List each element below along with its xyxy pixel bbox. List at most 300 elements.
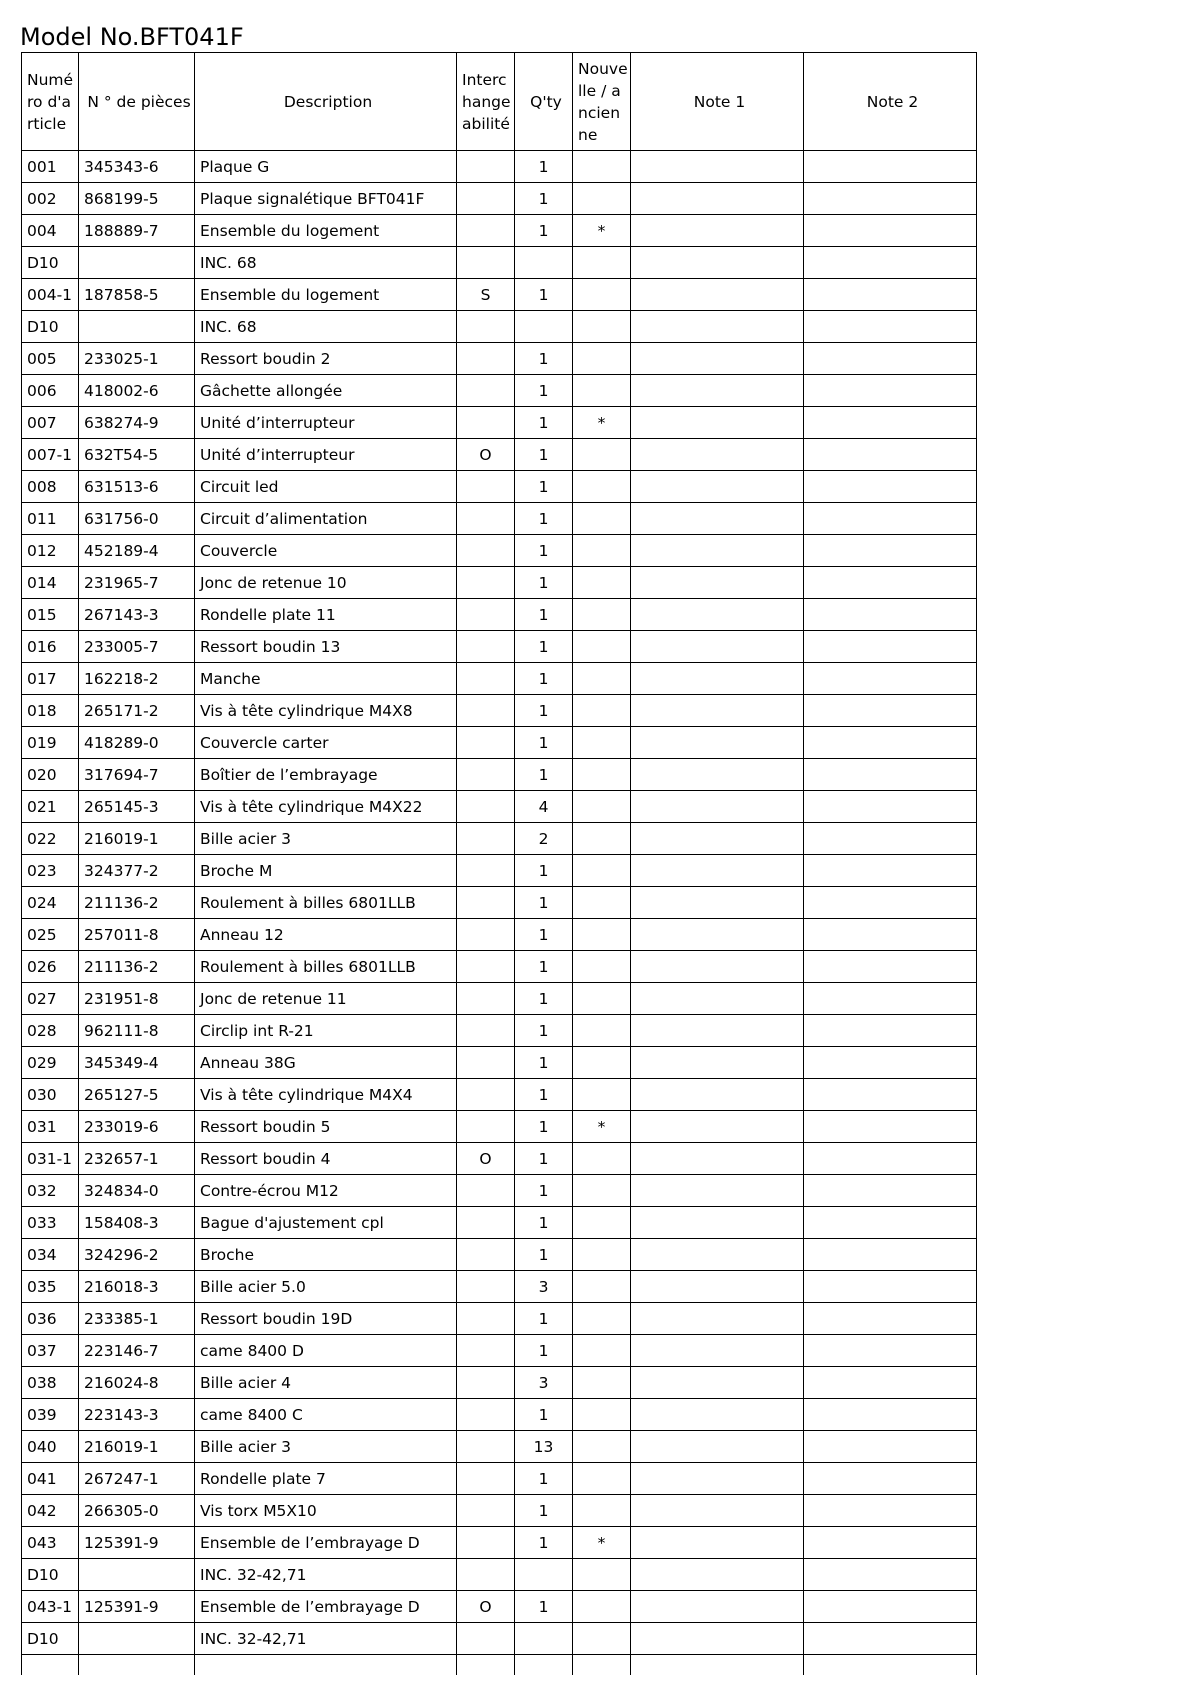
cell-qty: 4 (515, 791, 573, 823)
cell-note2 (804, 439, 977, 471)
cell-note2 (804, 503, 977, 535)
cell-qty: 1 (515, 1239, 573, 1271)
cell-item-no: 038 (22, 1367, 79, 1399)
cell-note1 (631, 631, 804, 663)
cell-part-no: 216019-1 (79, 1431, 195, 1463)
cell-note1 (631, 855, 804, 887)
cell-item-no: 004-1 (22, 279, 79, 311)
cell-new-old (573, 439, 631, 471)
cell-new-old (573, 1143, 631, 1175)
cell-item-no: 023 (22, 855, 79, 887)
cell-new-old (573, 983, 631, 1015)
cell-new-old (573, 151, 631, 183)
cell-qty: 1 (515, 983, 573, 1015)
cell-note1 (631, 1271, 804, 1303)
cell-note1 (631, 1047, 804, 1079)
cell-interchange (457, 823, 515, 855)
cell-item-no: 037 (22, 1335, 79, 1367)
cell-new-old (573, 1047, 631, 1079)
table-row (22, 471, 977, 503)
cell-note1 (631, 151, 804, 183)
cell-item-no: 016 (22, 631, 79, 663)
cell-description: came 8400 D (195, 1335, 457, 1367)
cell-part-no: 418002-6 (79, 375, 195, 407)
cell-qty: 1 (515, 535, 573, 567)
table-row (22, 759, 977, 791)
cell-qty: 1 (515, 1207, 573, 1239)
cell-part-no: 125391-9 (79, 1591, 195, 1623)
cell-item-no: 020 (22, 759, 79, 791)
cell-description: Vis à tête cylindrique M4X22 (195, 791, 457, 823)
cell-part-no (79, 247, 195, 279)
cell-note2 (804, 759, 977, 791)
table-row (22, 311, 977, 343)
cell-note1 (631, 887, 804, 919)
table-row (22, 1527, 977, 1559)
cell-note2 (804, 1271, 977, 1303)
table-row (22, 1271, 977, 1303)
cell-qty: 1 (515, 503, 573, 535)
cell-part-no: 223146-7 (79, 1335, 195, 1367)
cell-interchange (457, 1431, 515, 1463)
cell-qty: 1 (515, 183, 573, 215)
cell-note2 (804, 919, 977, 951)
cell-qty: 1 (515, 1335, 573, 1367)
cell-part-no: 265127-5 (79, 1079, 195, 1111)
header-new-old: Nouvelle / ancienne (573, 53, 631, 151)
header-description: Description (195, 53, 457, 151)
cell-part-no: 638274-9 (79, 407, 195, 439)
table-row-partial (22, 1655, 977, 1675)
cell-new-old (573, 695, 631, 727)
cell-interchange (457, 471, 515, 503)
cell-description: Plaque G (195, 151, 457, 183)
cell-new-old (573, 1175, 631, 1207)
cell-new-old (573, 855, 631, 887)
table-row (22, 439, 977, 471)
table-row (22, 1495, 977, 1527)
cell-note2 (804, 1431, 977, 1463)
cell-note1 (631, 1399, 804, 1431)
cell-qty: 1 (515, 471, 573, 503)
cell-new-old (573, 375, 631, 407)
cell-note1 (631, 1175, 804, 1207)
cell-interchange (457, 215, 515, 247)
cell-qty: 1 (515, 1591, 573, 1623)
cell-interchange (457, 1463, 515, 1495)
empty-cell (573, 1655, 631, 1675)
cell-note2 (804, 1527, 977, 1559)
table-row (22, 1623, 977, 1655)
cell-part-no: 257011-8 (79, 919, 195, 951)
cell-part-no: 266305-0 (79, 1495, 195, 1527)
table-row (22, 567, 977, 599)
cell-qty: 1 (515, 279, 573, 311)
cell-new-old (573, 1271, 631, 1303)
cell-item-no: 039 (22, 1399, 79, 1431)
cell-note1 (631, 183, 804, 215)
cell-interchange: S (457, 279, 515, 311)
cell-qty: 1 (515, 855, 573, 887)
cell-new-old (573, 1303, 631, 1335)
cell-part-no: 187858-5 (79, 279, 195, 311)
cell-note2 (804, 1047, 977, 1079)
cell-new-old (573, 1399, 631, 1431)
cell-new-old (573, 1367, 631, 1399)
cell-item-no: 042 (22, 1495, 79, 1527)
cell-description: Gâchette allongée (195, 375, 457, 407)
cell-note2 (804, 343, 977, 375)
cell-part-no: 265171-2 (79, 695, 195, 727)
cell-item-no: 007 (22, 407, 79, 439)
cell-note1 (631, 1559, 804, 1591)
cell-note1 (631, 663, 804, 695)
header-note1: Note 1 (631, 53, 804, 151)
cell-part-no: 452189-4 (79, 535, 195, 567)
cell-new-old (573, 951, 631, 983)
table-row (22, 1463, 977, 1495)
cell-description: INC. 68 (195, 247, 457, 279)
cell-note2 (804, 535, 977, 567)
cell-part-no: 211136-2 (79, 887, 195, 919)
header-item-no: Numéro d'article (22, 53, 79, 151)
cell-description: Circuit d’alimentation (195, 503, 457, 535)
cell-description: Plaque signalétique BFT041F (195, 183, 457, 215)
cell-note2 (804, 1175, 977, 1207)
cell-qty: 1 (515, 1399, 573, 1431)
table-row (22, 599, 977, 631)
cell-new-old (573, 1591, 631, 1623)
cell-interchange (457, 1079, 515, 1111)
cell-note1 (631, 503, 804, 535)
cell-interchange (457, 791, 515, 823)
table-row (22, 279, 977, 311)
table-row (22, 823, 977, 855)
cell-description: Circuit led (195, 471, 457, 503)
cell-new-old (573, 1239, 631, 1271)
cell-part-no: 231951-8 (79, 983, 195, 1015)
cell-item-no: 007-1 (22, 439, 79, 471)
cell-new-old (573, 1559, 631, 1591)
cell-interchange (457, 663, 515, 695)
cell-qty: 1 (515, 407, 573, 439)
cell-note1 (631, 727, 804, 759)
table-row (22, 1047, 977, 1079)
cell-new-old (573, 1207, 631, 1239)
cell-part-no: 216024-8 (79, 1367, 195, 1399)
cell-note2 (804, 1495, 977, 1527)
cell-description: INC. 32-42,71 (195, 1623, 457, 1655)
table-row (22, 1591, 977, 1623)
cell-note1 (631, 215, 804, 247)
cell-interchange (457, 183, 515, 215)
cell-interchange (457, 1399, 515, 1431)
cell-interchange (457, 1111, 515, 1143)
cell-item-no: D10 (22, 247, 79, 279)
cell-new-old (573, 1015, 631, 1047)
cell-note2 (804, 823, 977, 855)
cell-note1 (631, 1303, 804, 1335)
cell-interchange (457, 1303, 515, 1335)
cell-qty: 1 (515, 1175, 573, 1207)
cell-new-old: * (573, 1111, 631, 1143)
cell-part-no: 233019-6 (79, 1111, 195, 1143)
cell-new-old (573, 1079, 631, 1111)
cell-item-no: 021 (22, 791, 79, 823)
cell-note2 (804, 279, 977, 311)
cell-note1 (631, 343, 804, 375)
cell-item-no: 012 (22, 535, 79, 567)
cell-item-no: 035 (22, 1271, 79, 1303)
cell-new-old (573, 247, 631, 279)
cell-description: Roulement à billes 6801LLB (195, 951, 457, 983)
cell-new-old (573, 1495, 631, 1527)
cell-part-no: 962111-8 (79, 1015, 195, 1047)
cell-description: Manche (195, 663, 457, 695)
cell-qty (515, 247, 573, 279)
cell-description: Vis à tête cylindrique M4X4 (195, 1079, 457, 1111)
cell-new-old (573, 343, 631, 375)
cell-note1 (631, 951, 804, 983)
cell-note2 (804, 1559, 977, 1591)
cell-item-no: 011 (22, 503, 79, 535)
cell-note1 (631, 1623, 804, 1655)
table-row (22, 1143, 977, 1175)
cell-interchange (457, 1623, 515, 1655)
cell-qty: 1 (515, 1527, 573, 1559)
cell-note1 (631, 1111, 804, 1143)
table-row (22, 1303, 977, 1335)
empty-cell (515, 1655, 573, 1675)
cell-qty: 13 (515, 1431, 573, 1463)
cell-new-old (573, 791, 631, 823)
cell-description: Bille acier 3 (195, 823, 457, 855)
cell-qty: 1 (515, 151, 573, 183)
cell-interchange: O (457, 1591, 515, 1623)
table-row (22, 1111, 977, 1143)
cell-description: Couvercle (195, 535, 457, 567)
cell-note1 (631, 1591, 804, 1623)
table-row (22, 1175, 977, 1207)
cell-new-old (573, 183, 631, 215)
cell-item-no: D10 (22, 1623, 79, 1655)
cell-new-old (573, 919, 631, 951)
table-row (22, 727, 977, 759)
cell-description: Ressort boudin 5 (195, 1111, 457, 1143)
cell-qty: 1 (515, 1111, 573, 1143)
cell-qty: 3 (515, 1271, 573, 1303)
cell-part-no (79, 1623, 195, 1655)
cell-part-no (79, 311, 195, 343)
cell-item-no: 001 (22, 151, 79, 183)
cell-description: Circlip int R-21 (195, 1015, 457, 1047)
cell-interchange (457, 1527, 515, 1559)
cell-qty: 1 (515, 375, 573, 407)
cell-interchange (457, 151, 515, 183)
cell-item-no: 034 (22, 1239, 79, 1271)
cell-description: Jonc de retenue 10 (195, 567, 457, 599)
table-row (22, 919, 977, 951)
cell-part-no: 345343-6 (79, 151, 195, 183)
cell-interchange (457, 1495, 515, 1527)
cell-description: came 8400 C (195, 1399, 457, 1431)
cell-item-no: 014 (22, 567, 79, 599)
header-note2: Note 2 (804, 53, 977, 151)
cell-note1 (631, 1143, 804, 1175)
cell-part-no: 233025-1 (79, 343, 195, 375)
cell-item-no: 043-1 (22, 1591, 79, 1623)
cell-note2 (804, 887, 977, 919)
cell-note1 (631, 1079, 804, 1111)
cell-qty: 1 (515, 599, 573, 631)
cell-description: INC. 68 (195, 311, 457, 343)
cell-note1 (631, 1431, 804, 1463)
table-row (22, 631, 977, 663)
cell-part-no: 324296-2 (79, 1239, 195, 1271)
empty-cell (804, 1655, 977, 1675)
cell-qty: 2 (515, 823, 573, 855)
cell-part-no: 265145-3 (79, 791, 195, 823)
cell-item-no: D10 (22, 1559, 79, 1591)
empty-cell (457, 1655, 515, 1675)
table-row (22, 535, 977, 567)
cell-note2 (804, 631, 977, 663)
cell-item-no: 033 (22, 1207, 79, 1239)
cell-note2 (804, 471, 977, 503)
cell-description: Couvercle carter (195, 727, 457, 759)
cell-qty: 1 (515, 951, 573, 983)
cell-description: Unité d’interrupteur (195, 439, 457, 471)
cell-description: Bille acier 4 (195, 1367, 457, 1399)
cell-part-no: 632T54-5 (79, 439, 195, 471)
cell-note1 (631, 599, 804, 631)
cell-qty: 1 (515, 1047, 573, 1079)
table-row (22, 791, 977, 823)
cell-interchange (457, 983, 515, 1015)
cell-note1 (631, 535, 804, 567)
cell-description: Vis à tête cylindrique M4X8 (195, 695, 457, 727)
cell-interchange (457, 311, 515, 343)
cell-interchange: O (457, 1143, 515, 1175)
cell-interchange (457, 599, 515, 631)
cell-qty: 1 (515, 695, 573, 727)
cell-new-old (573, 1335, 631, 1367)
cell-note1 (631, 471, 804, 503)
cell-new-old (573, 1623, 631, 1655)
cell-item-no: 008 (22, 471, 79, 503)
cell-description: Broche (195, 1239, 457, 1271)
cell-note1 (631, 823, 804, 855)
cell-item-no: 004 (22, 215, 79, 247)
table-row (22, 1559, 977, 1591)
cell-description: Ensemble de l’embrayage D (195, 1591, 457, 1623)
cell-item-no: 032 (22, 1175, 79, 1207)
cell-item-no: 024 (22, 887, 79, 919)
cell-part-no: 267247-1 (79, 1463, 195, 1495)
table-row (22, 951, 977, 983)
cell-description: Ressort boudin 13 (195, 631, 457, 663)
cell-part-no: 162218-2 (79, 663, 195, 695)
cell-note1 (631, 567, 804, 599)
cell-description: Bague d'ajustement cpl (195, 1207, 457, 1239)
cell-new-old (573, 311, 631, 343)
cell-part-no: 231965-7 (79, 567, 195, 599)
cell-new-old (573, 599, 631, 631)
cell-note2 (804, 311, 977, 343)
empty-cell (195, 1655, 457, 1675)
table-row (22, 1207, 977, 1239)
cell-qty: 1 (515, 663, 573, 695)
cell-note1 (631, 919, 804, 951)
cell-part-no: 158408-3 (79, 1207, 195, 1239)
cell-note2 (804, 1367, 977, 1399)
table-row (22, 663, 977, 695)
cell-part-no: 125391-9 (79, 1527, 195, 1559)
table-row (22, 695, 977, 727)
cell-qty: 1 (515, 887, 573, 919)
table-row (22, 855, 977, 887)
cell-note2 (804, 1463, 977, 1495)
cell-interchange (457, 503, 515, 535)
cell-interchange (457, 855, 515, 887)
empty-cell (22, 1655, 79, 1675)
cell-part-no: 324377-2 (79, 855, 195, 887)
cell-part-no: 233385-1 (79, 1303, 195, 1335)
cell-note2 (804, 407, 977, 439)
table-row (22, 1239, 977, 1271)
cell-note1 (631, 1463, 804, 1495)
cell-qty: 1 (515, 727, 573, 759)
cell-item-no: 017 (22, 663, 79, 695)
cell-part-no: 232657-1 (79, 1143, 195, 1175)
cell-item-no: 028 (22, 1015, 79, 1047)
cell-new-old (573, 471, 631, 503)
cell-interchange (457, 343, 515, 375)
table-row (22, 1015, 977, 1047)
cell-interchange (457, 1239, 515, 1271)
cell-note1 (631, 311, 804, 343)
cell-part-no: 211136-2 (79, 951, 195, 983)
cell-note1 (631, 1495, 804, 1527)
cell-description: Contre-écrou M12 (195, 1175, 457, 1207)
cell-note2 (804, 727, 977, 759)
table-header-row (22, 53, 977, 151)
cell-note1 (631, 375, 804, 407)
cell-item-no: 018 (22, 695, 79, 727)
cell-description: Jonc de retenue 11 (195, 983, 457, 1015)
cell-note1 (631, 1367, 804, 1399)
cell-item-no: 041 (22, 1463, 79, 1495)
table-row (22, 1335, 977, 1367)
cell-item-no: 019 (22, 727, 79, 759)
cell-interchange (457, 535, 515, 567)
cell-new-old: * (573, 215, 631, 247)
cell-note2 (804, 1239, 977, 1271)
header-interchange: Interchangeabilité (457, 53, 515, 151)
cell-note2 (804, 695, 977, 727)
cell-new-old (573, 631, 631, 663)
cell-description: Ensemble du logement (195, 215, 457, 247)
cell-note2 (804, 599, 977, 631)
cell-part-no: 631513-6 (79, 471, 195, 503)
cell-item-no: 002 (22, 183, 79, 215)
cell-description: Broche M (195, 855, 457, 887)
cell-interchange (457, 567, 515, 599)
cell-item-no: 031-1 (22, 1143, 79, 1175)
cell-note1 (631, 1207, 804, 1239)
cell-note1 (631, 1335, 804, 1367)
empty-cell (79, 1655, 195, 1675)
